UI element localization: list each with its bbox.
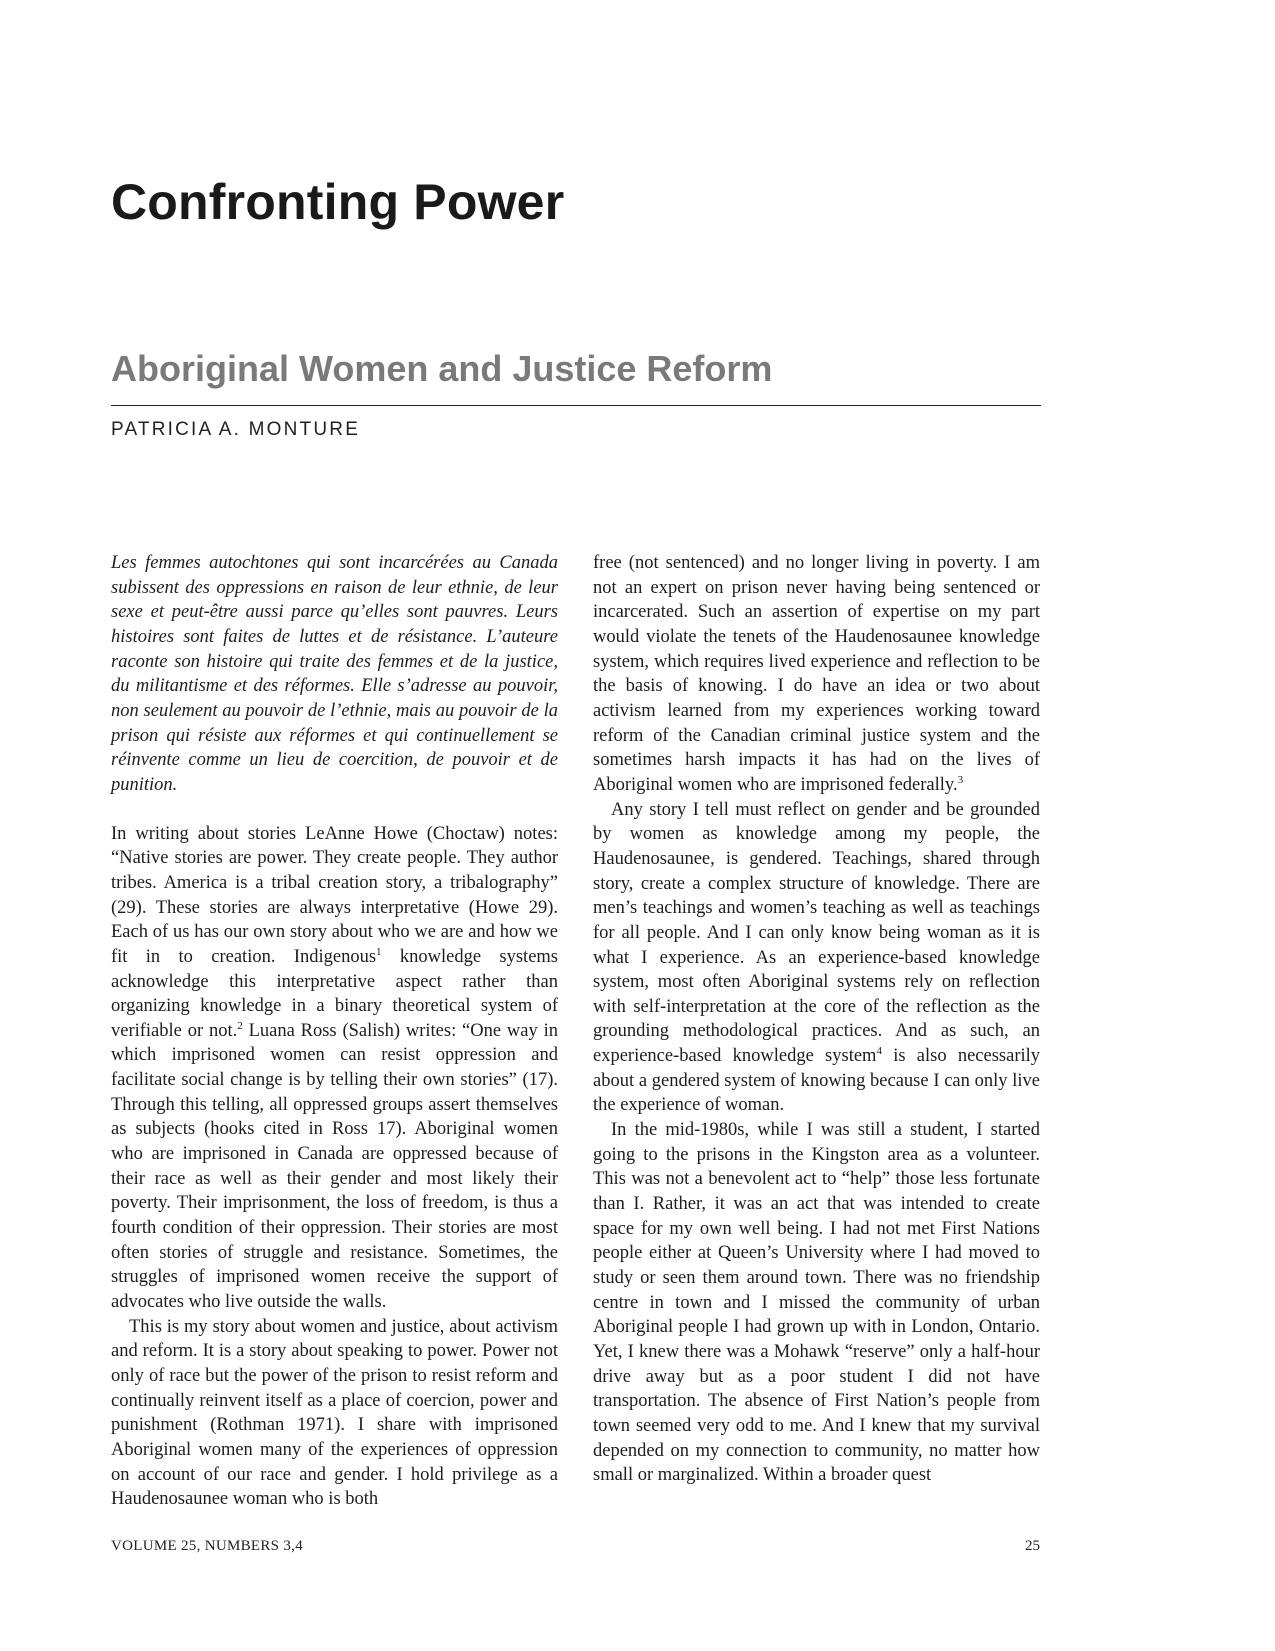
body-paragraph: This is my story about women and justice, about activism and reform. It is a story about speaking to power. Power not only of race but the power of the prison to resist reform and continually reinvent itself as a place of coercion, power and punishment (Rothman 1971). I share with imprisoned Aboriginal women many of the experiences of oppression on account of our race and gender. I hold privilege as a Haudenosaunee woman who is both: [111, 1316, 558, 1510]
left-column: [111, 551, 558, 1512]
body-paragraph: [593, 798, 1040, 1119]
paragraph-text: Luana Ross (Salish) writes: “One way in which imprisoned women can resist oppression and facilitate social change is by telling their own stories” (17). Through this telling, all oppressed groups assert themselves as subjects (hooks cited in Ross 17). Aboriginal women who are imprisoned in Canada are oppressed because of their race as well as their gender and most likely their poverty. Their imprisonment, the loss of freedom, is thus a fourth condition of their oppression. Their stories are most often stories of struggle and resistance. Sometimes, the struggles of imprisoned women receive the support of advocates who live outside the walls.: [111, 1020, 558, 1313]
footnote-marker: 1: [376, 945, 382, 958]
footnote-marker: 4: [876, 1045, 882, 1058]
title-rule: [111, 405, 1041, 406]
right-column: [593, 551, 1040, 1488]
french-abstract: Les femmes autochtones qui sont incarcérées au Canada subissent des oppressions en raison de leur ethnie, de leur sexe et peut-être aussi parce qu’elles sont pauvres. Leurs histoires sont faites de luttes et de résistance. L’auteure raconte son histoire qui traite des femmes et de la justice, du militantisme et des réformes. Elle s’adresse au pouvoir, non seulement au pouvoir de l’ethnie, mais au pouvoir de la prison qui résiste aux réformes et qui continuellement se réinvente comme un lieu de coercition, de pouvoir et de punition.: [111, 553, 558, 795]
body-paragraph: In the mid-1980s, while I was still a student, I started going to the prisons in the Kingston area as a volunteer. This was not a benevolent act to “help” those less fortunate than I. Rather, it was an act that was intended to create space for my own well being. I had not met First Nations people either at Queen’s University where I had moved to study or seen them around town. There was no friendship centre in town and I missed the community of urban Aboriginal people I had grown up with in London, Ontario. Yet, I knew there was a Mohawk “reserve” only a half-hour drive away but as a poor student I did not have transportation. The absence of First Nation’s people from town seemed very odd to me. And I knew that my survival depended on my connection to community, no matter how small or marginalized. Within a broader quest: [593, 1120, 1040, 1486]
paragraph-text: is also necessarily about a gendered system of knowing because I can only live the experience of woman.: [593, 1046, 1041, 1116]
paragraph-text: Any story I tell must reflect on gender and be grounded by women as knowledge among my people, the Haudenosaunee, is gendered. Teachings, shared through story, create a complex structure of knowledge. There are men’s teachings and women’s teaching as well as teachings for all people. And I can only know being woman as it is what I experience. As an experience-based knowledge system, most often Aboriginal systems rely on reflection with self-interpretation at the core of the reflection as the grounding methodological practices. And as such, an experience-based knowledge system: [593, 799, 1040, 1067]
body-paragraph: [593, 551, 1040, 798]
footnote-marker: 3: [957, 773, 964, 786]
journal-footer: VOLUME 25, NUMBERS 3,4: [111, 1538, 304, 1554]
author-name: PATRICIA A. MONTURE: [111, 419, 361, 440]
body-paragraph: [111, 822, 558, 1315]
article-subtitle: Aboriginal Women and Justice Reform: [111, 348, 773, 389]
paragraph-text: knowledge systems acknowledge this interpretative aspect rather than organizing knowledge in a binary theoretical system of verifiable or not.: [111, 946, 558, 1041]
page-number: 25: [1025, 1538, 1040, 1554]
paragraph-text: free (not sentenced) and no longer living in poverty. I am not an expert on prison never having being sentenced or incarcerated. Such an assertion of expertise on my part would violate the tenets of the Haudenosaunee knowledge system, which requires lived experience and reflection to be the basis of knowing. I do have an idea or two about activism learned from my experiences working toward reform of the Canadian criminal justice system and the sometimes harsh impacts it has had on the lives of Aboriginal women who are imprisoned federally.: [593, 553, 1040, 795]
footnote-marker: 2: [237, 1019, 243, 1032]
paragraph-text: In writing about stories LeAnne Howe (Choctaw) notes: “Native stories are power. They create people. They author tribes. America is a tribal creation story, a tribalography” (29). These stories are always interpretative (Howe 29). Each of us has our own story about who we are and how we fit in to creation. Indigenous: [111, 823, 558, 967]
article-title: Confronting Power: [111, 174, 565, 230]
